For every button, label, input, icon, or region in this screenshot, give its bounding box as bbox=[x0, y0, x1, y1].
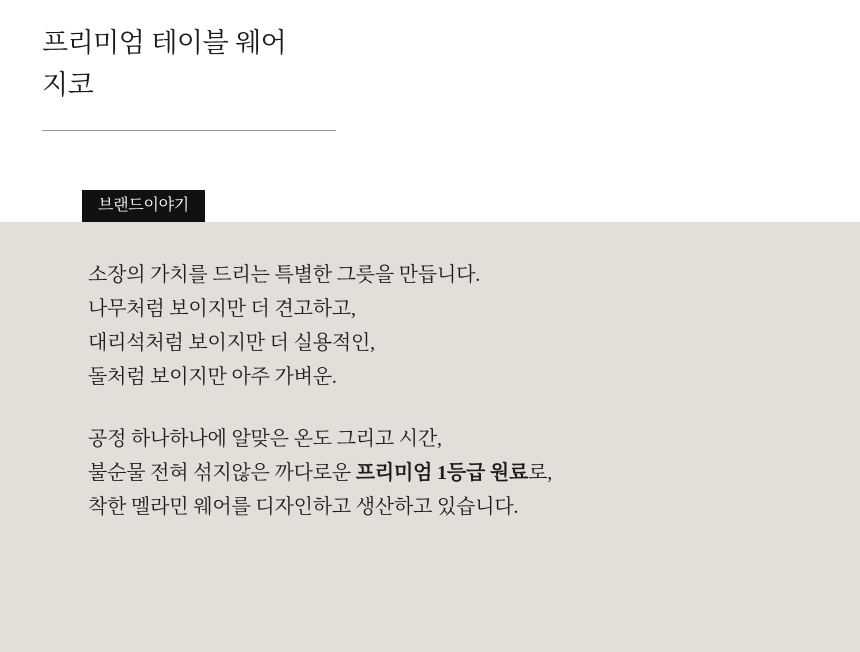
paragraph-2 bbox=[88, 422, 788, 524]
page-header bbox=[0, 0, 860, 222]
brand-story-text bbox=[88, 258, 788, 524]
paragraph-2-line-2 bbox=[88, 456, 788, 490]
paragraph-1-line-2: 나무처럼 보이지만 더 견고하고, bbox=[88, 298, 356, 320]
paragraph-2-line-2-suffix: 로, bbox=[528, 462, 553, 484]
page-title-line-2: 지코 bbox=[42, 70, 94, 100]
paragraph-1-line-1: 소장의 가치를 드리는 특별한 그릇을 만듭니다. bbox=[88, 264, 481, 286]
title-divider bbox=[42, 130, 336, 131]
paragraph-2-line-1: 공정 하나하나에 알맞은 온도 그리고 시간, bbox=[88, 428, 442, 450]
paragraph-1-line-3: 대리석처럼 보이지만 더 실용적인, bbox=[88, 332, 375, 354]
brand-story-panel bbox=[0, 222, 860, 652]
paragraph-2-line-3: 착한 멜라민 웨어를 디자인하고 생산하고 있습니다. bbox=[88, 496, 519, 518]
section-badge: 브랜드이야기 bbox=[82, 190, 205, 223]
paragraph-1 bbox=[88, 258, 788, 394]
page-title bbox=[42, 22, 642, 106]
paragraph-2-line-2-prefix: 불순물 전혀 섞지않은 까다로운 bbox=[88, 462, 356, 484]
page-title-line-1: 프리미엄 테이블 웨어 bbox=[42, 28, 287, 58]
paragraph-1-line-4: 돌처럼 보이지만 아주 가벼운. bbox=[88, 366, 337, 388]
paragraph-2-line-2-emphasis: 프리미엄 1등급 원료 bbox=[355, 462, 529, 484]
